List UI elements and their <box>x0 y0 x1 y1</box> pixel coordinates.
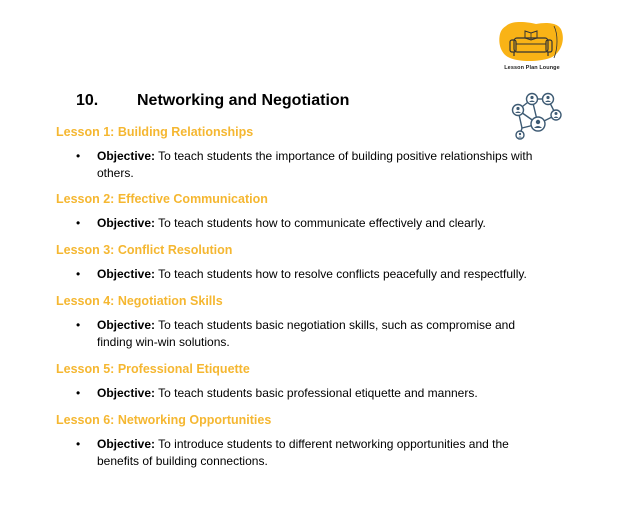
lesson-title: Lesson 1: Building Relationships <box>56 125 254 139</box>
objective-text: To teach students how to communicate effectively and clearly. <box>158 216 486 230</box>
lesson-title: Lesson 4: Negotiation Skills <box>56 294 223 308</box>
objective-label: Objective: <box>97 267 156 281</box>
objective-text: To teach students basic professional etiquette and manners. <box>158 386 478 400</box>
lesson-title: Lesson 2: Effective Communication <box>56 192 268 206</box>
lesson-title: Lesson 5: Professional Etiquette <box>56 362 250 376</box>
section-number: 10. <box>76 92 99 109</box>
objective-label: Objective: <box>97 437 156 451</box>
network-people-icon <box>504 90 566 142</box>
objective-label: Objective: <box>97 318 156 332</box>
lesson-title: Lesson 6: Networking Opportunities <box>56 413 272 427</box>
lesson-plan-lounge-logo <box>498 20 566 76</box>
couch-book-icon <box>498 20 566 64</box>
objective-text: To teach students basic negotiation skills, such as compromise and finding win-win solutions. <box>97 318 516 349</box>
section-heading <box>76 92 349 110</box>
section-title: Networking and Negotiation <box>137 92 350 109</box>
logo-text: Lesson Plan Lounge <box>504 65 560 71</box>
lesson-title: Lesson 3: Conflict Resolution <box>56 243 233 257</box>
bullet-icon: • <box>76 437 81 451</box>
bullet-icon: • <box>76 149 81 163</box>
objective-label: Objective: <box>97 149 156 163</box>
objective-label: Objective: <box>97 386 156 400</box>
bullet-icon: • <box>76 267 81 281</box>
objective-text: To teach students how to resolve conflicts peacefully and respectfully. <box>158 267 527 281</box>
objective-text: To teach students the importance of building positive relationships with others. <box>97 149 533 180</box>
objective-label: Objective: <box>97 216 156 230</box>
bullet-icon: • <box>76 216 81 230</box>
bullet-icon: • <box>76 386 81 400</box>
objective-text: To introduce students to different networking opportunities and the benefits of building connections. <box>97 437 509 468</box>
bullet-icon: • <box>76 318 81 332</box>
